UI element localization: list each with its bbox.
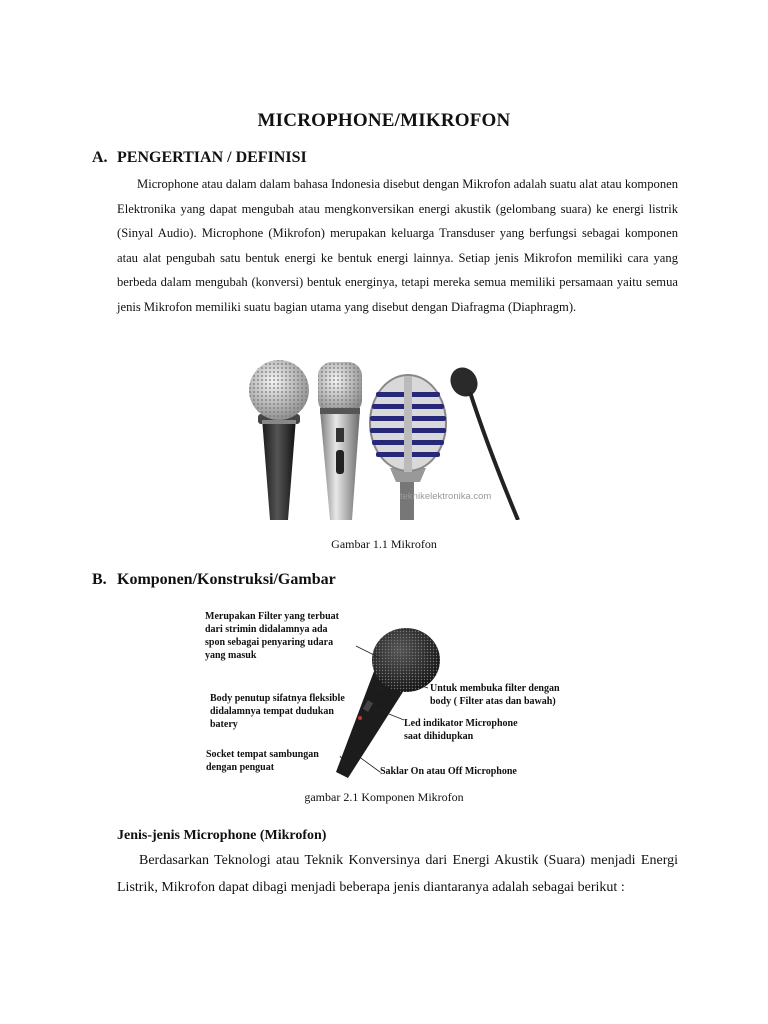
figure-watermark: teknikelektronika.com xyxy=(400,491,492,502)
label-body-line: batery xyxy=(210,719,238,730)
section-b-heading xyxy=(92,571,336,589)
label-filter-line: dari strimin didalamnya ada xyxy=(205,624,328,635)
silver-handheld-mic-icon xyxy=(318,362,362,520)
document-title: MICROPHONE/MIKROFON xyxy=(257,110,511,131)
label-open-filter xyxy=(430,682,560,708)
section-a-number: A. xyxy=(92,149,108,166)
figure-1-caption: Gambar 1.1 Mikrofon xyxy=(331,537,437,551)
section-a-paragraph xyxy=(117,172,678,320)
section-a-heading xyxy=(92,149,307,167)
label-socket xyxy=(206,748,319,774)
label-socket-line: dengan penguat xyxy=(206,762,275,773)
jenis-paragraph xyxy=(117,847,678,901)
label-led-line: saat dihidupkan xyxy=(404,731,474,742)
black-handheld-mic-icon xyxy=(249,360,309,520)
section-b-title: Komponen/Konstruksi/Gambar xyxy=(117,571,336,588)
component-diagram xyxy=(198,606,574,784)
label-led-line: Led indikator Microphone xyxy=(404,718,518,729)
label-body xyxy=(210,692,345,731)
label-filter xyxy=(205,610,339,662)
label-filter-line: Merupakan Filter yang terbuat xyxy=(205,611,339,622)
label-led xyxy=(404,717,518,743)
section-a-title: PENGERTIAN / DEFINISI xyxy=(117,149,307,166)
label-body-line: Body penutup sifatnya fleksible xyxy=(210,693,345,704)
label-socket-line: Socket tempat sambungan xyxy=(206,749,319,760)
figure-2-caption: gambar 2.1 Komponen Mikrofon xyxy=(304,790,464,804)
label-open-filter-line: body ( Filter atas dan bawah) xyxy=(430,696,556,707)
jenis-heading: Jenis-jenis Microphone (Mikrofon) xyxy=(117,828,327,843)
jenis-paragraph-text: Berdasarkan Teknologi atau Teknik Konversinya dari Energi Akustik (Suara) menjadi Energi Listrik, Mikrofon dapat dibagi menjadi beberapa jenis diantaranya adalah sebagai berikut : xyxy=(117,853,678,895)
label-switch xyxy=(380,765,517,778)
label-switch-line: Saklar On atau Off Microphone xyxy=(380,766,517,777)
label-open-filter-line: Untuk membuka filter dengan xyxy=(430,683,560,694)
microphones-photo xyxy=(240,358,530,520)
section-b-number: B. xyxy=(92,571,107,588)
label-filter-line: spon sebagai penyaring udara xyxy=(205,637,334,648)
label-filter-line: yang masuk xyxy=(205,650,257,661)
microphone-diagram-icon xyxy=(336,628,440,778)
section-a-paragraph-text: Microphone atau dalam dalam bahasa Indonesia disebut dengan Mikrofon adalah suatu alat atau komponen Elektronika yang dapat mengubah atau mengkonversikan energi akustik (gelombang suara) ke energi listrik (Sinyal Audio). Microphone (Mikrofon) merupakan keluarga Transduser yang berfungsi sebagai komponen atau alat pengubah satu bentuk energi ke bentuk energi lainnya. Setiap jenis Mikrofon memiliki cara yang berbeda dalam mengubah (konversi) bentuk energinya, tetapi mereka semua memiliki persamaan yaitu semua jenis Mikrofon memiliki suatu bagian utama yang disebut dengan Diafragma (Diaphragm). xyxy=(117,177,679,314)
label-body-line: didalamnya tempat dudukan xyxy=(210,706,334,717)
